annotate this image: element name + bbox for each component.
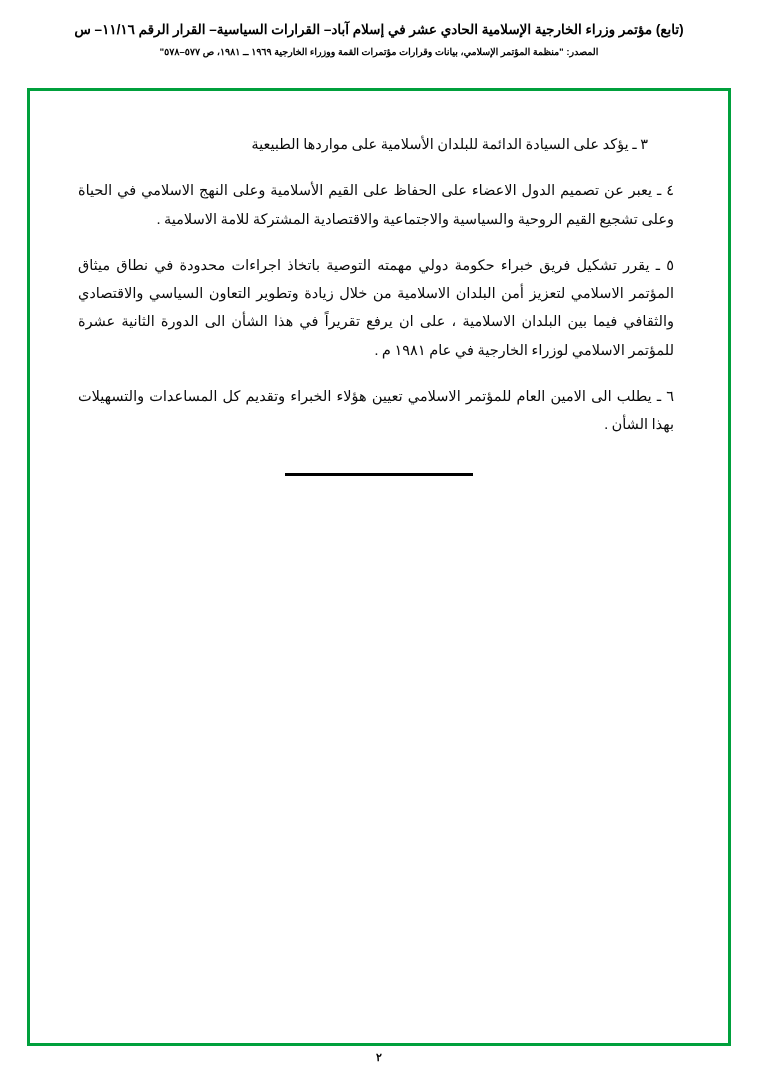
- green-border-frame: [27, 88, 731, 1046]
- paragraph-4: ٤ ـ يعبر عن تصميم الدول الاعضاء على الحفاظ على القيم الأسلامية وعلى النهج الاسلامي في الحياة وعلى تشجيع القيم الروحية والسياسية والاجتماعية والاقتصادية المشتركة للامة الاسلامية .: [78, 183, 674, 228]
- divider-line: [285, 473, 473, 476]
- page-number: ٢: [376, 1052, 382, 1064]
- paragraph-5: ٥ ـ يقرر تشكيل فريق خبراء حكومة دولي مهمته التوصية باتخاذ اجراءات محدودة في نطاق ميثاق المؤتمر الاسلامي لتعزيز أمن البلدان الاسلامية من خلال زيادة وتطوير التعاون السياسي والاقتصادي والثقافي فيما بين البلدان الاسلامية ، على ان يرفع تقريراً في هذا الشأن الى الدورة الثانية عشرة للمؤتمر الاسلامي لوزراء الخارجية في عام ١٩٨١ م .: [78, 257, 674, 359]
- paragraph-3: ٣ ـ يؤكد على السيادة الدائمة للبلدان الأسلامية على مواردها الطبيعية: [251, 137, 648, 153]
- page-header: [0, 20, 758, 60]
- document-body: [78, 131, 680, 455]
- header-source-note: المصدر: "منظمة المؤتمر الإسلامي، بيانات وقرارات مؤتمرات القمة ووزراء الخارجية ١٩٦٩ ــ ١٩٨١، ص ٥٧٧–٥٧٨": [159, 47, 599, 59]
- header-title: (تابع) مؤتمر وزراء الخارجية الإسلامية الحادي عشر في إسلام آباد– القرارات السياسية– القرار الرقم ١١/١٦– س: [74, 22, 684, 37]
- section-divider: [30, 473, 728, 476]
- paragraph-6: ٦ ـ يطلب الى الامين العام للمؤتمر الاسلامي تعيين هؤلاء الخبراء وتقديم كل المساعدات والتسهيلات بهذا الشأن .: [78, 388, 674, 434]
